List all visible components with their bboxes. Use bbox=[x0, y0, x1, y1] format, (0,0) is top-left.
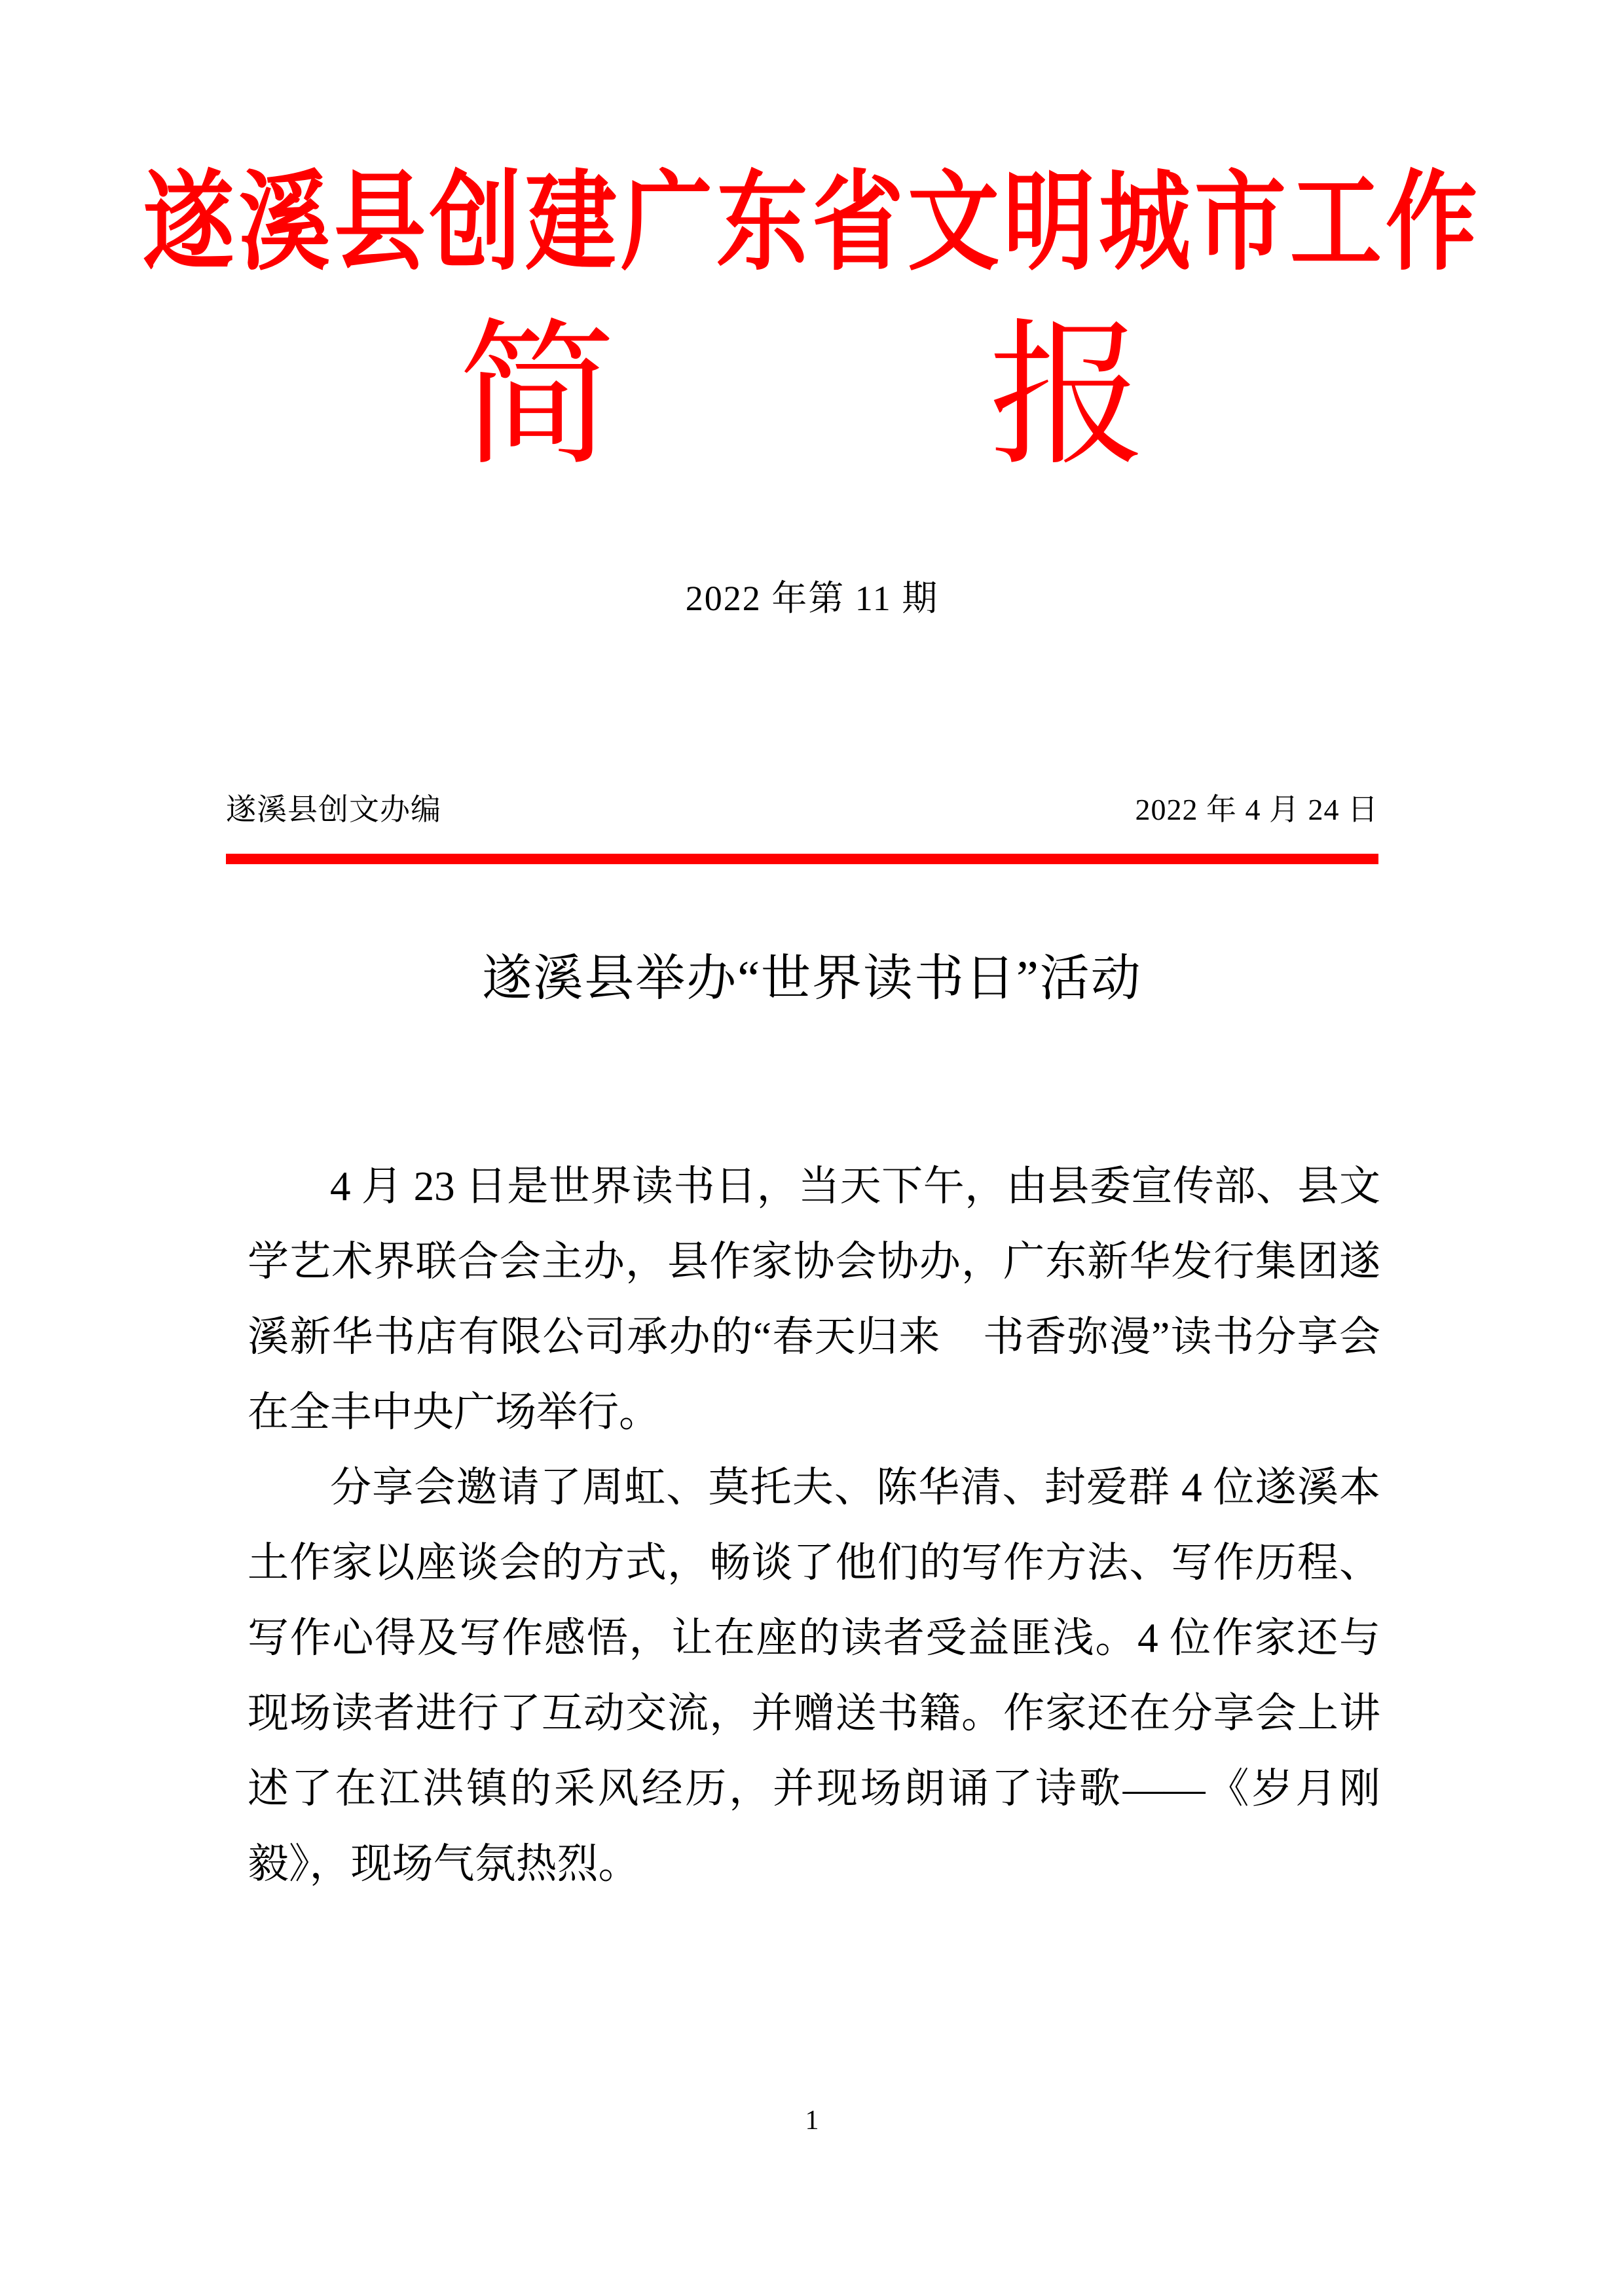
masthead bbox=[0, 0, 1624, 620]
masthead-title: 遂溪县创建广东省文明城市工作 bbox=[142, 161, 1481, 283]
masthead-issue-line: 2022 年第 11 期 bbox=[685, 579, 939, 618]
imprint-editor: 遂溪县创文办编 bbox=[226, 793, 441, 826]
masthead-red-rule bbox=[226, 854, 1378, 864]
imprint-date: 2022 年 4 月 24 日 bbox=[1135, 793, 1378, 826]
article-paragraph: 4 月 23 日是世界读书日，当天下午，由县委宣传部、县文学艺术界联合会主办，县作家协会协办，广东新华发行集团遂溪新华书店有限公司承办的“春天归来 书香弥漫”读书分享会在全丰中央广场举行。 bbox=[248, 1163, 1380, 1435]
article-paragraph: 分享会邀请了周虹、莫托夫、陈华清、封爱群 4 位遂溪本土作家以座谈会的方式，畅谈了他们的写作方法、写作历程、写作心得及写作感悟，让在座的读者受益匪浅。4 位作家还与现场读者进行了互动交流，并赠送书籍。作家还在分享会上讲述了在江洪镇的采风经历，并现场朗诵了诗歌——《岁月刚毅》，现场气氛热烈。 bbox=[248, 1465, 1380, 1887]
imprint-row bbox=[226, 793, 1378, 827]
article-headline: 遂溪县举办“世界读书日”活动 bbox=[482, 951, 1142, 1006]
masthead-wordmark: 简 报 bbox=[458, 310, 1166, 484]
article-body bbox=[248, 1149, 1380, 1902]
page-number: 1 bbox=[805, 2105, 819, 2136]
